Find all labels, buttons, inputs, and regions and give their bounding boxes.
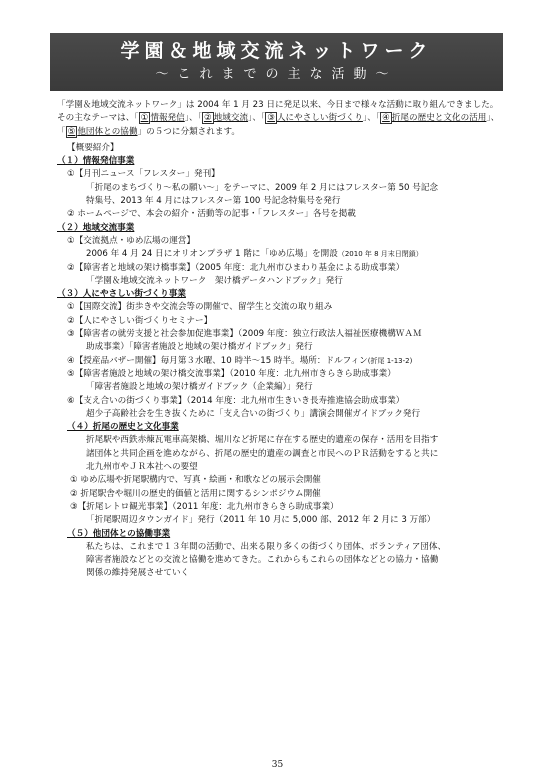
section-1-line: 特集号、2013 年 4 月にはフレスター第 100 号記念特集号を発行	[86, 196, 341, 207]
section-3-line: 「障害者施設と地域の架け橋ガイドブック（企業編）」発行	[86, 382, 313, 393]
section-4-line: ② 折尾駅舎や堀川の歴史的価値と活用に関するシンポジウム開催	[70, 488, 321, 499]
intro-paragraph	[57, 99, 502, 139]
section-3-line: ⑤【障害者施設と地域の架け橋交流事業】（2010 年度：北九州市きらきら助成事業）	[67, 368, 396, 379]
separator: 」、「	[184, 113, 202, 124]
section-4-line: 諸団体と共同企画を進めながら、折尾の歴史的遺産の調査と市民へのＰＲ活動をすると共に	[86, 448, 439, 459]
section-3-line	[57, 355, 502, 368]
section-4-line: ③【折尾レトロ観光事業】（2011 年度：北九州市きらきら助成事業）	[70, 501, 339, 512]
theme-4	[380, 112, 486, 124]
section-2-line: ②【障害者と地域の架け橋事業】（2005 年度：北九州市ひまわり基金による助成事業）	[67, 262, 405, 273]
section-4-line: 北九州市やＪＲ本社への要望	[86, 462, 198, 473]
section-1-line: ② ホームページで、本会の紹介・活動等の記事・「フレスター」各号を掲載	[67, 209, 356, 220]
section-3-note: (折尾 1-13-2)	[367, 356, 413, 365]
theme-3	[265, 112, 363, 124]
section-3-line: ①【国際交流】街歩きや交流会等の開催で、留学生と交流の取り組み	[67, 302, 333, 313]
theme-4-label: 折尾の歴史と文化の活用	[391, 113, 487, 124]
theme-5-label: 他団体との協働	[77, 126, 138, 137]
theme-1	[139, 112, 185, 124]
section-2-line: 「学園＆地域交流ネットワーク 架け橋データハンドブック」発行	[86, 275, 343, 286]
page-title: 学園＆地域交流ネットワーク	[120, 40, 433, 62]
page-number: 35	[271, 760, 284, 770]
section-3-line: ③【障害者の就労支援と社会参加促進事業】（2009 年度：独立行政法人福祉医療機構ＷＡＭ	[67, 329, 422, 340]
section-4-heading: （４）折尾の歴史と文化事業	[67, 422, 179, 433]
section-5-line: 私たちは、これまで１３年間の活動で、出来る限り多くの街づくり団体、ボランティア団体、	[86, 541, 447, 552]
intro-end: 」の５つに分類されます。	[137, 126, 240, 137]
section-3-line: ⑥【支え合いの街づくり事業】（2014 年度：北九州市生きいき長寿推進協会助成事業）	[67, 395, 405, 406]
intro-text: 「学園＆地域交流ネットワーク」は 2004 年 1 月 23 日に発足以来、今日まで様々な活動に取り組んできました。その主なテーマは、「	[57, 100, 499, 124]
theme-3-number: ③	[267, 113, 275, 124]
section-5-heading: （５）他団体との協働事業	[67, 528, 171, 539]
section-2-note: （2010 年 8 月末日閉鎖）	[337, 250, 423, 259]
section-3-line: ②【人にやさしい街づくりセミナー】	[67, 315, 213, 326]
overview-label: 【概要紹介】	[67, 142, 119, 153]
section-1-line: ①【月刊ニュース「フレスター」発刊】	[67, 169, 220, 180]
section-4-line: ① ゆめ広場や折尾駅構内で、写真・絵画・和歌などの展示会開催	[70, 475, 321, 486]
section-4-line: 「折尾駅周辺タウンガイド」発行（2011 年 10 月に 5,000 部、2012 年 2 月に 3 万部）	[86, 515, 436, 526]
section-2-heading: （２）地域交流事業	[57, 222, 135, 233]
section-5-line: 関係の維持発展させていく	[86, 568, 190, 579]
section-1-line: 「折尾のまちづくり～私の願い～」をテーマに、2009 年 2 月にはフレスター第 50 号記念	[86, 182, 439, 193]
section-3-heading: （３）人にやさしい街づくり事業	[57, 289, 186, 300]
theme-5-number: ⑤	[67, 126, 76, 137]
theme-3-label: 人にやさしい街づくり	[276, 113, 363, 124]
theme-5	[66, 126, 138, 138]
section-2-line-text: 2006 年 4 月 24 日にオリオンプラザ 1 階に「ゆめ広場」を開設	[86, 249, 338, 260]
section-5-line: 障害者施設などとの交流と協働を進めてきた。これからもこれらの団体などとの協力・協働	[86, 555, 439, 566]
theme-1-number: ①	[140, 113, 149, 124]
section-4-line: 折尾駅や西鉄赤煉瓦電車高架橋、堀川など折尾に存在する歴史的遺産の保存・活用を目指す	[86, 435, 439, 446]
section-3-line-text: ④【授産品バザー開催】毎月第３水曜、10 時半～15 時半。場所：ドルフィン	[67, 355, 368, 366]
separator: 」、「	[248, 113, 266, 124]
document-body	[57, 99, 502, 581]
page-subtitle: ～これまでの主な活動～	[155, 67, 398, 82]
theme-2	[202, 112, 248, 124]
theme-4-number: ④	[382, 113, 390, 124]
theme-1-label: 情報発信	[150, 113, 185, 124]
title-banner	[50, 33, 503, 91]
separator: 」、「	[57, 113, 500, 137]
section-3-line: 超少子高齢社会を生き抜くために「支え合いの街づくり」講演会開催ガイドブック発行	[86, 408, 421, 419]
theme-2-number: ②	[203, 113, 212, 124]
section-2-line: ①【交流拠点・ゆめ広場の運営】	[67, 235, 196, 246]
section-3-line: 助成事業）「障害者施設と地域の架け橋ガイドブック」発行	[86, 342, 313, 353]
theme-2-label: 地域交流	[213, 113, 249, 124]
section-1-heading: （１）情報発信事業	[57, 156, 135, 167]
section-2-line	[57, 248, 502, 261]
separator: 」、「	[362, 113, 381, 124]
